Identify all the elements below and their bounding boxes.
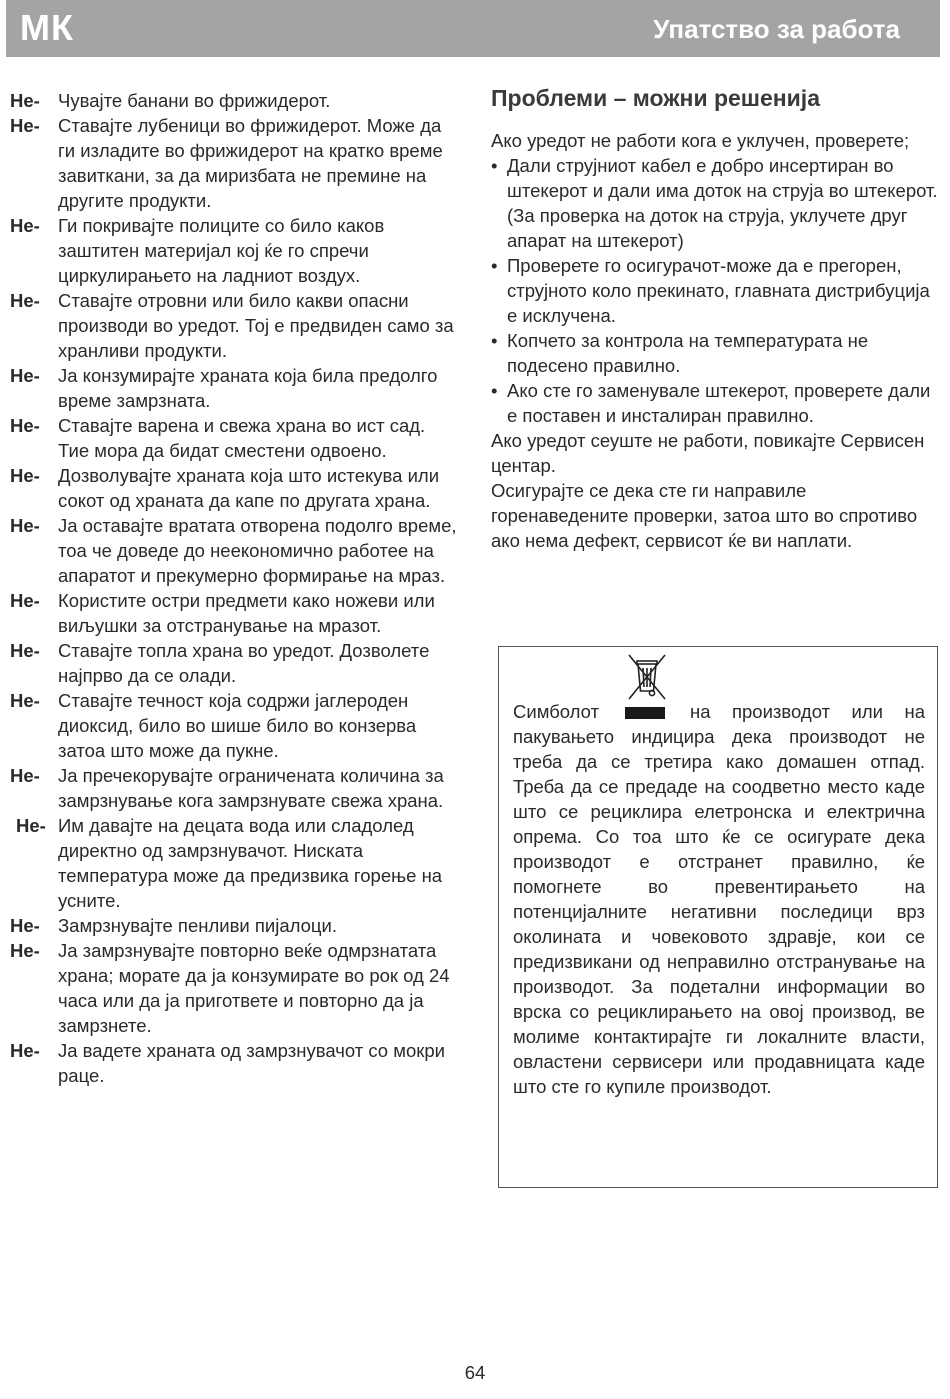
warning-text: Им давајте на децата вода или сладолед директно од замрзнувачот. Ниската температура може да предизвика горење на усните.	[58, 815, 443, 911]
warning-item	[10, 588, 460, 638]
bullet-dot: •	[491, 155, 498, 176]
warning-text: Ставајте варена и свежа храна во ист сад. Тие мора да бидат сместени одвоено.	[58, 415, 426, 461]
bullet-dot: •	[491, 255, 498, 276]
warning-item	[10, 213, 460, 288]
warning-text: Ја оставајте вратата отворена подолго време, тоа че доведе до неекономично работее на апаратот и прекумерно формирање на мраз.	[58, 515, 457, 586]
warning-label: Не-	[10, 940, 40, 961]
warning-item	[10, 363, 460, 413]
warning-label: Не-	[10, 90, 40, 111]
warning-text: Чувајте банани во фрижидерот.	[58, 90, 331, 111]
warning-text: Ги покривајте полиците со било каков заштитен материјал кој ќе го спречи циркулирањето на ладниот воздух.	[58, 215, 385, 286]
warning-text: Ја пречекорувајте ограничената количина за замрзнување кога замрзнувате свежа храна.	[58, 765, 444, 811]
warning-label: Не-	[10, 465, 40, 486]
page-header	[6, 0, 940, 57]
page-title: Упатство за работа	[653, 14, 900, 44]
disposal-notice-box	[498, 646, 938, 1188]
troubleshooting-bullet	[491, 153, 941, 253]
warning-item	[10, 113, 460, 213]
warning-label: Не-	[10, 290, 40, 311]
disposal-text	[513, 699, 925, 1099]
warning-label: Не-	[10, 590, 40, 611]
bullet-text: Ако сте го заменувале штекерот, проверете дали е поставен и инсталиран правилно.	[507, 380, 931, 426]
warning-item	[10, 1038, 460, 1088]
disposal-text-after: на производот или на пакувањето индицира дека производот не треба да се третира како домашен отпад. Треба да се предаде на соодветно место каде што се рециклира елетронска и електрична опрема. Со тоа што ќе се осигурате дека производот е отстранет правилно, ќе помогнете во превентирањето на потенцијалните негативни последици врз околината и човековото здравје, кои се предизвикани од неправилно отстранување на производот. За подетални информации во врска со рециклирањето на овој производ, ве молиме контактирајте ги локалните власти, овластени сервисери или продавницата каде што сте го купиле производот.	[513, 701, 925, 1097]
warning-text: Дозволувајте храната која што истекува или сокот од храната да капе по другата храна.	[58, 465, 440, 511]
warning-label: Не-	[10, 415, 40, 436]
warning-label: Не-	[10, 640, 40, 661]
warning-label: Не-	[16, 815, 46, 836]
warning-text: Ја замрзнувајте повторно веќе одмрзнатата храна; морате да ја конзумирате во рок од 24 часа или да ја пригответе и повторно да ја замрзнете.	[58, 940, 450, 1036]
warning-item	[10, 938, 460, 1038]
troubleshooting-intro: Ако уредот не работи кога е уклучен, проверете;	[491, 130, 910, 151]
warning-item	[10, 413, 460, 463]
troubleshooting-bullets	[491, 153, 941, 428]
warnings-column	[10, 88, 460, 1088]
troubleshooting-bullet	[491, 328, 941, 378]
warning-label: Не-	[10, 515, 40, 536]
warning-item	[10, 813, 460, 913]
language-code: МК	[20, 7, 74, 48]
warning-text: Ставајте отровни или било какви опасни производи во уредот. Тој е предвиден само за хранливи продукти.	[58, 290, 454, 361]
warning-item	[10, 913, 460, 938]
warning-item	[10, 763, 460, 813]
warning-label: Не-	[10, 115, 40, 136]
warning-text: Користите остри предмети како ножеви или виљушки за отстранување на мразот.	[58, 590, 435, 636]
warning-text: Замрзнувајте пенливи пијалоци.	[58, 915, 337, 936]
disposal-text-before: Симболот	[513, 701, 600, 722]
warning-label: Не-	[10, 915, 40, 936]
warning-label: Не-	[10, 690, 40, 711]
page-number: 64	[464, 1362, 486, 1383]
black-bar-symbol	[625, 707, 665, 719]
warning-label: Не-	[10, 215, 40, 236]
warning-label: Не-	[10, 365, 40, 386]
warning-item	[10, 513, 460, 588]
troubleshooting-heading: Проблеми – можни решенија	[491, 85, 820, 111]
warning-text: Ја вадете храната од замрзнувачот со мокри раце.	[58, 1040, 445, 1086]
bullet-text: Копчето за контрола на температурата не подесено правилно.	[507, 330, 869, 376]
warning-item	[10, 88, 460, 113]
troubleshooting-bullet	[491, 378, 941, 428]
crossed-out-wheelie-bin-icon	[626, 651, 668, 705]
troubleshooting-column	[491, 84, 941, 553]
troubleshooting-bullet	[491, 253, 941, 328]
warning-text: Ставајте топла храна во уредот. Дозволете најпрво да се олади.	[58, 640, 430, 686]
warning-text: Ставајте лубеници во фрижидерот. Може да ги изладите во фрижидерот на кратко време завиткани, за да миризбата не премине на другите продукти.	[58, 115, 443, 211]
bullet-text: Дали струјниот кабел е добро инсертиран во штекерот и дали има доток на струја во штекерот. (За проверка на доток на струја, уклучете друг апарат на штекерот)	[507, 155, 938, 251]
troubleshooting-outro-2: Осигурајте се дека сте ги направиле горенаведените проверки, затоа што во спротиво ако нема дефект, сервисот ќе ви наплати.	[491, 480, 918, 551]
warning-item	[10, 638, 460, 688]
warning-label: Не-	[10, 765, 40, 786]
warning-item	[10, 463, 460, 513]
troubleshooting-outro-1: Ако уредот сеуште не работи, повикајте Сервисен центар.	[491, 430, 925, 476]
bullet-dot: •	[491, 330, 498, 351]
warning-text: Ја конзумирајте храната која била предолго време замрзната.	[58, 365, 438, 411]
bullet-text: Проверете го осигурачот-може да е прегорен, струјното коло прекинато, главната дистрибуција е исклучена.	[507, 255, 930, 326]
bullet-dot: •	[491, 380, 498, 401]
warning-text: Ставајте течност која содржи јаглероден диоксид, било во шише било во конзерва затоа што може да пукне.	[58, 690, 417, 761]
warning-item	[10, 288, 460, 363]
warning-item	[10, 688, 460, 763]
warning-label: Не-	[10, 1040, 40, 1061]
